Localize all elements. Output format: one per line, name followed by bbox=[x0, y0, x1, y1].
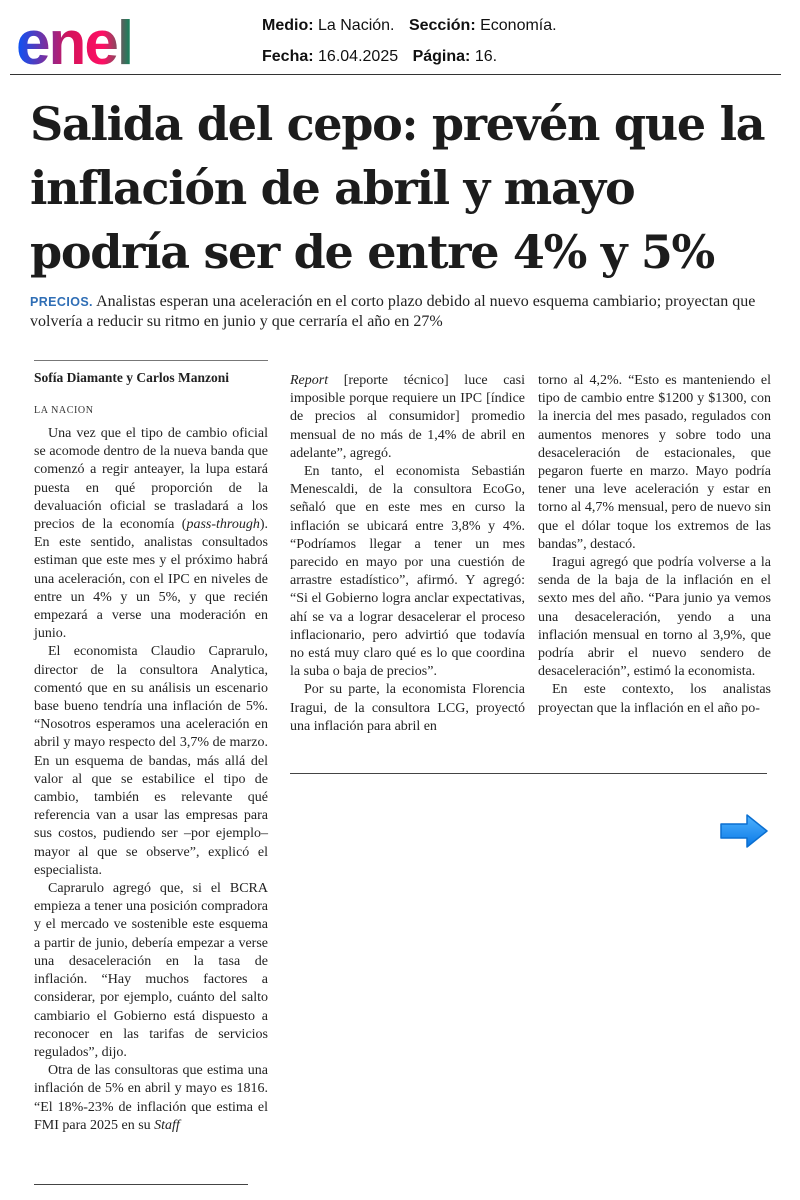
article-subhead bbox=[30, 292, 775, 332]
meta-line-1 bbox=[262, 10, 557, 41]
article-byline: Sofía Diamante y Carlos Manzoni bbox=[34, 370, 229, 385]
press-clipping-meta bbox=[262, 10, 557, 72]
section-kicker: PRECIOS. bbox=[30, 295, 93, 309]
paragraph-4-start bbox=[34, 1062, 268, 1135]
fecha-value: 16.04.2025 bbox=[318, 48, 399, 65]
paragraph-6-start: Por su parte, la economista Florencia Iragui, de la consultora LCG, proyectó una inflación para abril en bbox=[290, 682, 525, 734]
seccion-label: Sección: bbox=[408, 17, 476, 34]
paragraph-4-italic-report: Report bbox=[290, 373, 329, 388]
paragraph-3: Caprarulo agregó que, si el BCRA empieza a tener una posición compradora y el mercado ve sostenible este esquema a partir de junio, debería empezar a verse una desaceleración en la tasa de inflación. “Hay muchos factores a considerar, por ejemplo, cuánto del salto cambiario el Gobierno está dispuesto a reconocer en las tarifas de servicios regulados”, dijo. bbox=[34, 881, 268, 1060]
paragraph-4-italic-staff: Staff bbox=[154, 1117, 180, 1133]
paragraph-1-italic: pass-through bbox=[186, 517, 260, 533]
paragraph-5: En tanto, el economista Sebastián Menescaldi, de la consultora EcoGo, señaló que en este mes en curso la inflación se ubicará entre 3,8% y 4%. “Podríamos llegar a tener un mes parecido en mayo por una cuestión de arrastre estadístico”, afirmó. Y agregó: “Si el Gobierno logra anclar expectativas, ahí se va a lograr desacelerar el proceso inflacionario, pero advirtió que todavía no está muy claro qué es lo que coordina la suba o baja de precios”. bbox=[290, 464, 525, 680]
logo-text: enel bbox=[16, 9, 133, 74]
pagina-label: Página: bbox=[412, 48, 471, 65]
seccion-value: Economía. bbox=[480, 17, 557, 34]
article-column-1 bbox=[34, 425, 268, 1135]
subhead-text: Analistas esperan una aceleración en el corto plazo debido al nuevo esquema cambiario; proyectan que volvería a reducir su ritmo en junio y que cerraría el año en 27% bbox=[30, 293, 756, 330]
byline-rule bbox=[34, 360, 268, 361]
right-arrow-icon[interactable] bbox=[719, 813, 769, 849]
paragraph-4-end bbox=[290, 372, 525, 463]
page-bottom-rule bbox=[34, 1184, 248, 1185]
paragraph-8: En este contexto, los analistas proyectan que la inflación en el año po- bbox=[538, 682, 771, 716]
fecha-label: Fecha: bbox=[262, 48, 314, 65]
medio-label: Medio: bbox=[262, 17, 314, 34]
paragraph-1-text-b: ). En este sentido, analistas consultados estiman que este mes y el próximo habrá una aceleración, con el IPC en niveles de entre un 4% y un 5%, y que recién empezará a verse una moderación en junio. bbox=[34, 517, 268, 642]
header-divider bbox=[10, 74, 781, 75]
paragraph-6-end: torno al 4,2%. “Esto es manteniendo el tipo de cambio entre $1200 y $1300, con la inercia del mes pasado, regulados con aumentos menores y sobre todo una desaceleración de estacionales, que pegaron fuerte en marzo. Mayo podría tener una leve aceleración y estar en torno al 4,7% mensual, pero de nuevo sin que el dólar toque los extremos de las bandas”, destacó. bbox=[538, 373, 771, 552]
meta-line-2 bbox=[262, 41, 557, 72]
article-column-3 bbox=[538, 372, 771, 718]
paragraph-1 bbox=[34, 425, 268, 643]
columns-end-rule bbox=[290, 773, 767, 774]
paragraph-1-text-a: Una vez que el tipo de cambio oficial se acomode dentro de la nueva banda que comenzó a regir anteayer, la lupa estará puesta en qué proporción de la devaluación oficial se trasladará a los precios de la economía ( bbox=[34, 426, 268, 533]
enel-logo bbox=[14, 4, 174, 74]
paragraph-7: Iragui agregó que podría volverse a la senda de la baja de la inflación en el sexto mes del año. “Para junio ya vemos una desaceleración, yendo a una inflación mensual en torno al 3,9%, que podría abrir el nuevo sendero de desaceleración”, estimó la economista. bbox=[538, 555, 771, 680]
article-column-2 bbox=[290, 372, 525, 736]
article-headline: Salida del cepo: prevén que la inflación de abril y mayo podría ser de entre 4% y 5% bbox=[30, 97, 765, 279]
article-source: LA NACION bbox=[34, 405, 94, 416]
paragraph-4-text-a: Otra de las consultoras que estima una inflación de 5% en abril y mayo es 1816. “El 18%-23% de inflación que estima el FMI para 2025 en su bbox=[34, 1063, 268, 1133]
paragraph-2: El economista Claudio Caprarulo, director de la consultora Analytica, comentó que en su análisis un escenario base bueno tendría una inflación de 5%. “Nosotros esperamos una aceleración en abril y mayo respecto del 3,7% de marzo. En un esquema de bandas, más allá del valor al que se estabilice el tipo de cambio, también es relevante qué referencia van a usar las empresas para sus costos, pudiendo ser –por ejemplo– mayor al que se observe”, explicó el especialista. bbox=[34, 644, 268, 878]
paragraph-4-text-b: [reporte técnico] luce casi imposible porque requiere un IPC [índice de precios al consumidor] promedio mensual de no más de 1,4% de abril en adelante”, agregó. bbox=[290, 373, 525, 461]
medio-value: La Nación. bbox=[318, 17, 395, 34]
pagina-value: 16. bbox=[474, 48, 498, 65]
